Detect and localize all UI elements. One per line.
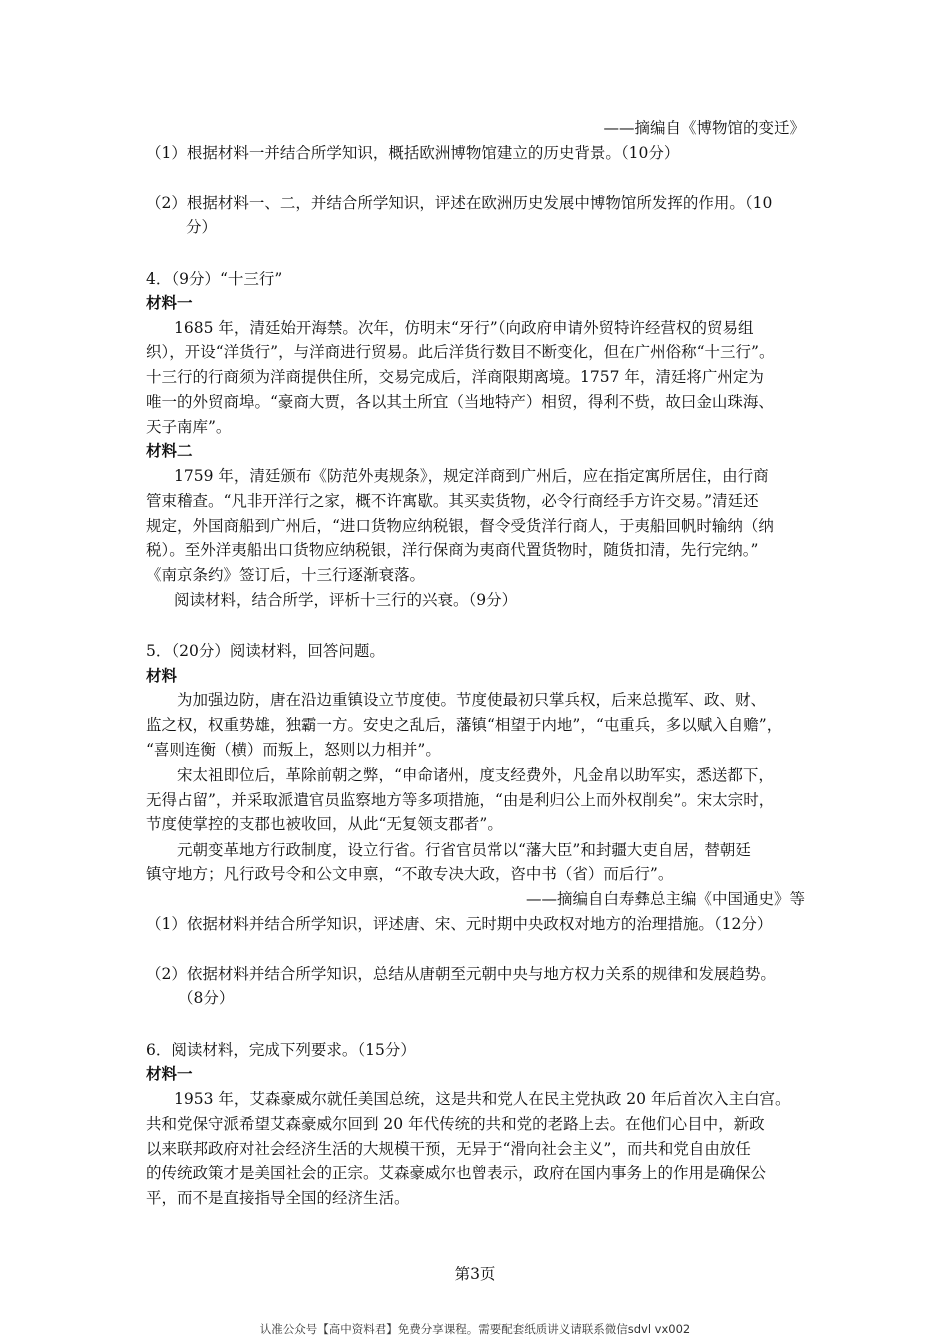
q3-source: ——摘编自《博物馆的变迁》 [603,119,805,137]
q5-material-label: 材料 [146,666,178,685]
q4-material-1-line: 十三行的行商须为洋商提供住所，交易完成后，洋商限期离境。1757 年，清廷将广州定为 [146,368,764,386]
footer-note: 认准公众号【高中资料君】免费分享课程。需要配套纸质讲义请联系微信sdvl vx002 [259,1322,691,1336]
q5-material-line: 监之权，权重势雄，独霸一方。安史之乱后，藩镇“相望于内地”，“屯重兵，多以赋入自赡”， [146,716,783,734]
q3-subquestion-2-line-2: 分） [186,218,218,236]
q3-subquestion-2-line-1: （2）根据材料一、二，并结合所学知识，评述在欧洲历史发展中博物馆所发挥的作用。（10 [146,194,773,212]
q6-material-1-line: 共和党保守派希望艾森豪威尔回到 20 年代传统的共和党的老路上去。在他们心目中，新政 [146,1115,765,1133]
q6-material-1-line: 1953 年，艾森豪威尔就任美国总统，这是共和党人在民主党执政 20 年后首次入主白宫。 [174,1090,791,1108]
q4-material-2-line: 1759 年，清廷颁布《防范外夷规条》，规定洋商到广州后，应在指定寓所居住，由行商 [174,467,769,485]
q4-material-1-line: 织），开设“洋货行”，与洋商进行贸易。此后洋货行数目不断变化，但在广州俗称“十三行”。 [146,343,775,361]
q4-title: 4．（9分）“十三行” [146,270,283,288]
q4-material-1-line: 唯一的外贸商埠。“豪商大贾，各以其土所宜（当地特产）相贸，得利不赀，故曰金山珠海、 [146,393,774,411]
q4-task: 阅读材料，结合所学，评析十三行的兴衰。（9分） [174,591,518,609]
q5-title: 5．（20分）阅读材料，回答问题。 [146,642,385,660]
q5-material-line: 为加强边防，唐在沿边重镇设立节度使。节度使最初只掌兵权，后来总揽军、政、财、 [177,691,767,709]
q5-subquestion-1: （1）依据材料并结合所学知识，评述唐、宋、元时期中央政权对地方的治理措施。（12分） [146,915,773,933]
q4-material-2-line: 税）。至外洋夷船出口货物应纳税银，洋行保商为夷商代置货物时，随货扣清，先行完纳。” [146,541,759,559]
q5-material-line: 元朝变革地方行政制度，设立行省。行省官员常以“藩大臣”和封疆大吏自居，替朝廷 [177,841,751,859]
q5-material-line: 无得占留”，并采取派遣官员监察地方等多项措施，“由是利归公上而外权削矣”。宋太宗时， [146,791,775,809]
q5-subquestion-2-line-2: （8分） [178,989,235,1007]
q4-material-1-line: 天子南库”。 [146,418,232,436]
q4-material-1-label: 材料一 [146,293,193,312]
q5-material-line: 宋太祖即位后，革除前朝之弊，“申命诸州，度支经费外，凡金帛以助军实，悉送都下， [177,766,774,784]
q5-material-line: 镇守地方；凡行政号令和公文申禀，“不敢专决大政，咨中书（省）而后行”。 [146,865,674,883]
q4-material-2-label: 材料二 [146,441,193,460]
page-number: 第3页 [454,1265,496,1283]
q6-material-1-label: 材料一 [146,1064,193,1083]
q6-material-1-line: 以来联邦政府对社会经济生活的大规模干预，无异于“滑向社会主义”，而共和党自由放任 [146,1140,751,1158]
q5-material-line: “喜则连衡（横）而叛上，怒则以力相并”。 [146,741,441,759]
q6-material-1-line: 平，而不是直接指导全国的经济生活。 [146,1189,410,1207]
q5-source: ——摘编自白寿彝总主编《中国通史》等 [525,890,805,908]
q4-material-2-line: 管束稽查。“凡非开洋行之家，概不许寓歇。其买卖货物，必令行商经手方许交易。”清廷还 [146,492,759,510]
q6-material-1-line: 的传统政策才是美国社会的正宗。艾森豪威尔也曾表示，政府在国内事务上的作用是确保公 [146,1164,767,1182]
q6-title: 6．阅读材料，完成下列要求。（15分） [146,1041,416,1059]
q5-material-line: 节度使掌控的支郡也被收回，从此“无复领支郡者”。 [146,815,503,833]
q5-subquestion-2-line-1: （2）依据材料并结合所学知识，总结从唐朝至元朝中央与地方权力关系的规律和发展趋势。 [146,965,776,983]
q4-material-2-line: 《南京条约》签订后，十三行逐渐衰落。 [146,566,426,584]
q3-subquestion-1: （1）根据材料一并结合所学知识，概括欧洲博物馆建立的历史背景。（10分） [146,144,680,162]
q4-material-2-line: 规定，外国商船到广州后，“进口货物应纳税银，督令受货洋行商人，于夷船回帆时输纳（纳 [146,517,774,535]
q4-material-1-line: 1685 年，清廷始开海禁。次年，仿明末“牙行”（向政府申请外贸特许经营权的贸易组 [174,319,754,337]
